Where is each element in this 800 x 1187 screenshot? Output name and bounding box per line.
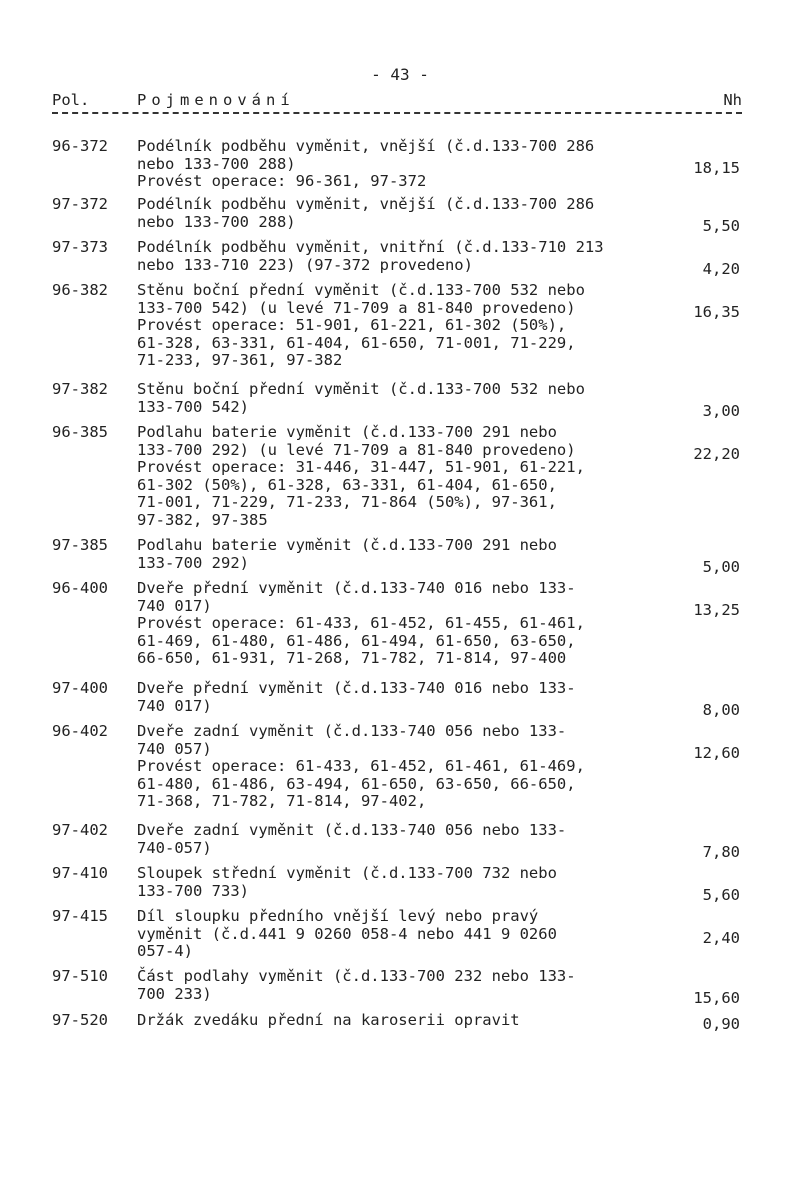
- operation-code: 97-373: [52, 238, 108, 256]
- norm-hours: 5,60: [702, 885, 740, 904]
- operation-code: 96-382: [52, 281, 108, 299]
- operation-code: 96-400: [52, 579, 108, 597]
- operation-code: 97-410: [52, 864, 108, 882]
- operation-description: Dveře přední vyměnit (č.d.133-740 016 nebo 133- 740 017) Provést operace: 61-433, 61-452, 61-455, 61-461, 61-469, 61-480, 61-486, 61-494, 61-650, 63-650, 66-650, 61-931, 71-268, 71-782, 71-814, 97-400: [137, 579, 585, 667]
- norm-hours: 4,20: [702, 259, 740, 278]
- header-title: Pojmenování: [137, 91, 295, 109]
- operation-description: Dveře zadní vyměnit (č.d.133-740 056 nebo 133- 740-057): [137, 821, 567, 857]
- header-nh: Nh: [723, 91, 742, 109]
- operation-code: 96-372: [52, 137, 108, 155]
- operation-description: Dveře přední vyměnit (č.d.133-740 016 nebo 133- 740 017): [137, 679, 576, 715]
- operation-description: Dveře zadní vyměnit (č.d.133-740 056 nebo 133- 740 057) Provést operace: 61-433, 61-452, 61-461, 61-469, 61-480, 61-486, 63-494, 61-650, 63-650, 66-650, 71-368, 71-782, 71-814, 97-402,: [137, 722, 585, 810]
- operation-description: Stěnu boční přední vyměnit (č.d.133-700 532 nebo 133-700 542): [137, 380, 585, 416]
- norm-hours: 8,00: [702, 700, 740, 719]
- norm-hours: 2,40: [702, 928, 740, 947]
- operation-description: Sloupek střední vyměnit (č.d.133-700 732 nebo 133-700 733): [137, 864, 557, 900]
- operation-description: Podélník podběhu vyměnit, vnitřní (č.d.133-710 213 nebo 133-710 223) (97-372 provedeno): [137, 238, 604, 274]
- header-pol: Pol.: [52, 91, 90, 109]
- operation-code: 97-372: [52, 195, 108, 213]
- norm-hours: 16,35: [693, 302, 740, 321]
- operation-description: Podélník podběhu vyměnit, vnější (č.d.133-700 286 nebo 133-700 288): [137, 195, 595, 231]
- norm-hours: 12,60: [693, 743, 740, 762]
- norm-hours: 15,60: [693, 988, 740, 1007]
- operation-description: Držák zvedáku přední na karoserii opravit: [137, 1011, 520, 1029]
- norm-hours: 5,50: [702, 216, 740, 235]
- norm-hours: 13,25: [693, 600, 740, 619]
- operation-description: Díl sloupku předního vnější levý nebo pravý vyměnit (č.d.441 9 0260 058-4 nebo 441 9 0260 057-4): [137, 907, 557, 960]
- operation-description: Část podlahy vyměnit (č.d.133-700 232 nebo 133- 700 233): [137, 967, 576, 1003]
- norm-hours: 7,80: [702, 842, 740, 861]
- operation-code: 96-402: [52, 722, 108, 740]
- table-header: [52, 92, 742, 112]
- operation-description: Podlahu baterie vyměnit (č.d.133-700 291 nebo 133-700 292): [137, 536, 557, 572]
- header-divider: [52, 112, 742, 114]
- operation-code: 97-402: [52, 821, 108, 839]
- operation-code: 97-385: [52, 536, 108, 554]
- operation-code: 97-510: [52, 967, 108, 985]
- norm-hours: 3,00: [702, 401, 740, 420]
- norm-hours: 18,15: [693, 158, 740, 177]
- page-number: - 43 -: [371, 65, 429, 84]
- operation-description: Stěnu boční přední vyměnit (č.d.133-700 532 nebo 133-700 542) (u levé 71-709 a 81-840 provedeno) Provést operace: 51-901, 61-221, 61-302 (50%), 61-328, 63-331, 61-404, 61-650, 71-001, 71-229, 71-233, 97-361, 97-382: [137, 281, 585, 369]
- operation-code: 97-400: [52, 679, 108, 697]
- norm-hours: 5,00: [702, 557, 740, 576]
- operation-code: 97-520: [52, 1011, 108, 1029]
- operation-code: 97-382: [52, 380, 108, 398]
- norm-hours: 22,20: [693, 444, 740, 463]
- norm-hours: 0,90: [702, 1015, 740, 1033]
- operation-description: Podlahu baterie vyměnit (č.d.133-700 291 nebo 133-700 292) (u levé 71-709 a 81-840 provedeno) Provést operace: 31-446, 31-447, 51-901, 61-221, 61-302 (50%), 61-328, 63-331, 61-404, 61-650, 71-001, 71-229, 71-233, 71-864 (50%), 97-361, 97-382, 97-385: [137, 423, 585, 529]
- operation-code: 96-385: [52, 423, 108, 441]
- operation-description: Podélník podběhu vyměnit, vnější (č.d.133-700 286 nebo 133-700 288) Provést operace: 96-361, 97-372: [137, 137, 595, 190]
- operation-code: 97-415: [52, 907, 108, 925]
